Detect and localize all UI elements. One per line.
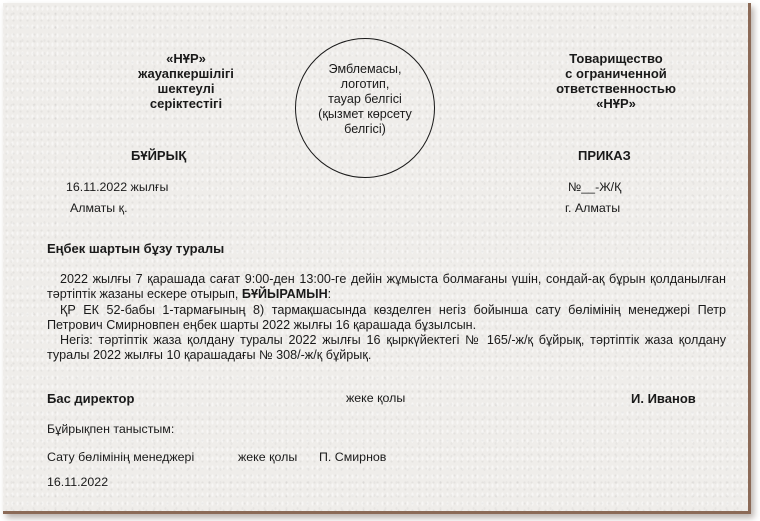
body-paragraph-3: Негіз: тәртіптік жаза қолдану туралы 2022 жылғы 16 қыркүйектегі № 165/-ж/қ бұйрық, тәртіптік жаза қолдану туралы 2022 жылғы 10 қарашадағы № 308/-ж/қ бұйрық. (47, 333, 726, 363)
order-directive: БҰЙЫРАМЫН (241, 287, 328, 302)
org-name-kz-line: «НҰР» (166, 51, 206, 66)
org-name-ru-line: с ограниченной (565, 66, 667, 81)
acquaintance-label: Бұйрықпен таныстым: (47, 422, 175, 436)
emblem-placeholder-circle (295, 38, 435, 178)
employee-sign: жеке қолы (238, 450, 298, 464)
emblem-text-line: белгісі) (344, 122, 386, 136)
signatory-position: Бас директор (47, 391, 135, 406)
document-sheet (3, 3, 751, 514)
order-subject: Еңбек шартын бұзу туралы (47, 241, 225, 256)
emblem-text-line: логотип, (340, 77, 390, 91)
place-kz: Алматы қ. (70, 201, 128, 215)
body-paragraph-1 (47, 272, 726, 303)
employee-position: Сату бөлімінің менеджері (47, 450, 195, 464)
signatory-name: И. Иванов (631, 391, 696, 406)
org-name-kz-line: жауапкершілігі (138, 66, 234, 81)
org-name-kz-line: серіктестігі (149, 96, 223, 111)
title-kz: БҰЙРЫҚ (131, 148, 187, 163)
emblem-text-line: Эмблемасы, (328, 62, 402, 76)
emblem-text (296, 62, 434, 137)
emblem-text-line: (қызмет көрсету (318, 107, 412, 121)
body-paragraph-1-end: : (327, 287, 332, 302)
employee-name: П. Смирнов (319, 450, 387, 464)
org-name-kz (131, 51, 241, 111)
order-body (47, 272, 726, 364)
org-name-ru-line: ответственностью (556, 81, 676, 96)
acquaintance-date: 16.11.2022 (47, 475, 109, 489)
emblem-text-line: тауар белгісі (328, 92, 402, 106)
title-ru: ПРИКАЗ (578, 148, 631, 163)
place-ru: г. Алматы (565, 201, 621, 215)
body-paragraph-1-text: 2022 жылғы 7 қарашада сағат 9:00-ден 13:00-ге дейін жұмыста болмағаны үшін, сондай-ақ бұрын қолданылған тәртіптік жазаны ескере отырып, (47, 272, 726, 302)
signatory-sign: жеке қолы (346, 391, 406, 405)
org-name-ru-line: «НҰР» (596, 96, 636, 111)
org-name-ru (541, 51, 691, 111)
order-date: 16.11.2022 жылғы (66, 180, 169, 194)
order-number: №__-Ж/Қ (568, 180, 622, 194)
body-paragraph-2: ҚР ЕК 52-бабы 1-тармағының 8) тармақшасында көзделген негіз бойынша сату бөлімінің менеджері Петр Петрович Смирновпен еңбек шарты 2022 жылғы 16 қарашада бұзылсын. (47, 302, 726, 332)
org-name-ru-line: Товарищество (569, 51, 663, 66)
org-name-kz-line: шектеулі (157, 81, 215, 96)
